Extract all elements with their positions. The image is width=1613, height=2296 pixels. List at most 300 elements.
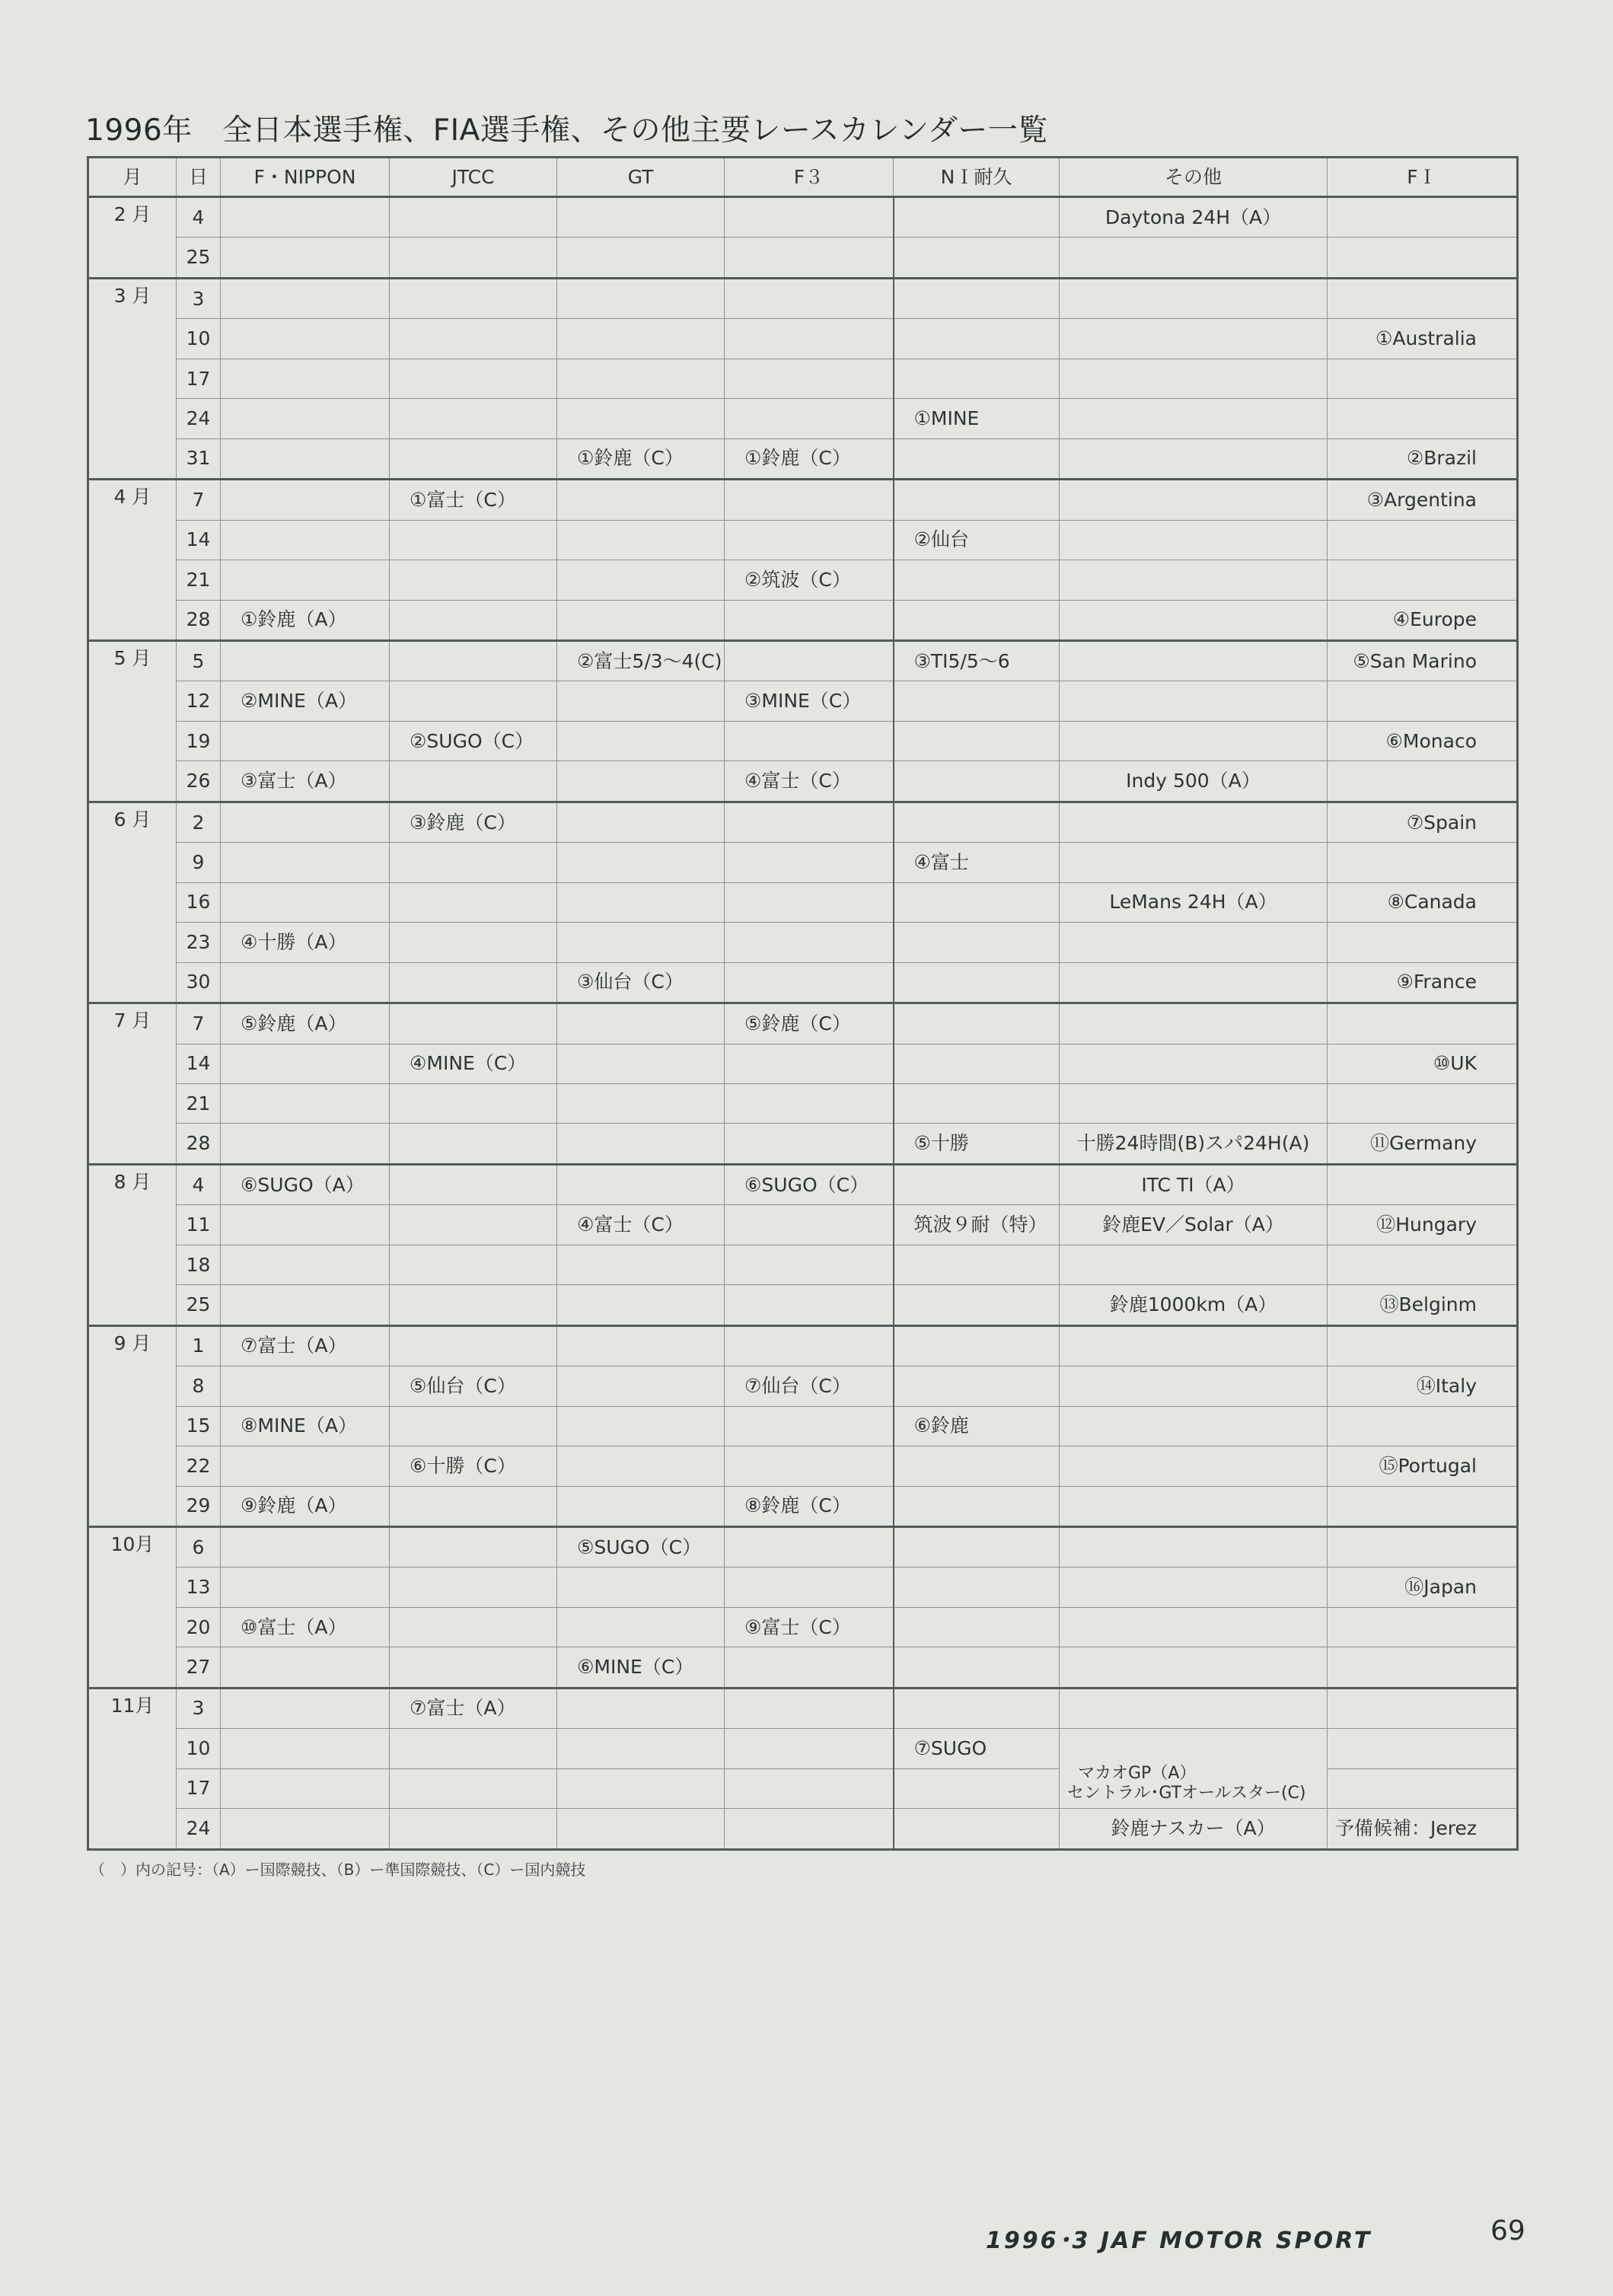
cell-n1-endurance <box>894 1083 1060 1123</box>
day-label: 13 <box>177 1567 221 1607</box>
cell-gt <box>557 843 725 882</box>
cell-f-nippon: ③富士（A） <box>221 761 390 802</box>
cell-other <box>1060 520 1328 560</box>
cell-f-nippon <box>221 197 390 238</box>
cell-n1-endurance <box>894 319 1060 359</box>
cell-jtcc <box>390 1768 557 1808</box>
cell-jtcc <box>390 520 557 560</box>
cell-jtcc <box>390 1003 557 1044</box>
cell-gt <box>557 1164 725 1204</box>
cell-jtcc <box>390 1526 557 1567</box>
cell-jtcc <box>390 1607 557 1647</box>
calendar-row <box>88 319 1518 359</box>
cell-n1-endurance <box>894 238 1060 278</box>
cell-f3 <box>725 640 894 681</box>
calendar-row <box>88 1406 1518 1446</box>
cell-jtcc: ⑦富士（A） <box>390 1688 557 1728</box>
calendar-row <box>88 1366 1518 1406</box>
cell-other <box>1060 1688 1328 1728</box>
cell-f1 <box>1328 1486 1518 1526</box>
cell-f3 <box>725 1647 894 1688</box>
cell-jtcc <box>390 640 557 681</box>
cell-gt <box>557 1729 725 1768</box>
col-header-gt: GT <box>557 158 725 197</box>
cell-other <box>1060 1003 1328 1044</box>
day-label: 30 <box>177 962 221 1003</box>
cell-jtcc <box>390 600 557 640</box>
cell-jtcc: ⑥十勝（C） <box>390 1446 557 1486</box>
cell-f-nippon <box>221 1688 390 1728</box>
cell-f3 <box>725 238 894 278</box>
cell-jtcc <box>390 962 557 1003</box>
cell-f-nippon <box>221 1205 390 1245</box>
cell-f1 <box>1328 1406 1518 1446</box>
cell-f3 <box>725 1809 894 1850</box>
col-header-f-nippon: F・NIPPON <box>221 158 390 197</box>
cell-gt <box>557 319 725 359</box>
cell-n1-endurance <box>894 1567 1060 1607</box>
cell-jtcc <box>390 359 557 398</box>
cell-f1 <box>1328 278 1518 318</box>
col-header-f1: FＩ <box>1328 158 1518 197</box>
cell-jtcc <box>390 1083 557 1123</box>
cell-other <box>1060 1607 1328 1647</box>
day-label: 16 <box>177 882 221 922</box>
cell-jtcc <box>390 1647 557 1688</box>
cell-n1-endurance: ①MINE <box>894 399 1060 438</box>
cell-other: Indy 500（A） <box>1060 761 1328 802</box>
day-label: 7 <box>177 480 221 520</box>
cell-f-nippon <box>221 1768 390 1808</box>
cell-jtcc <box>390 761 557 802</box>
cell-jtcc <box>390 843 557 882</box>
day-label: 8 <box>177 1366 221 1406</box>
cell-gt <box>557 278 725 318</box>
cell-f-nippon <box>221 882 390 922</box>
cell-other <box>1060 480 1328 520</box>
cell-f3 <box>725 1688 894 1728</box>
cell-gt <box>557 681 725 721</box>
cell-n1-endurance <box>894 359 1060 398</box>
cell-f3 <box>725 1567 894 1607</box>
cell-f-nippon <box>221 438 390 479</box>
cell-f-nippon <box>221 359 390 398</box>
cell-f1: ②Brazil <box>1328 438 1518 479</box>
calendar-row <box>88 843 1518 882</box>
cell-gt <box>557 560 725 600</box>
day-label: 27 <box>177 1647 221 1688</box>
cell-f-nippon: ⑤鈴鹿（A） <box>221 1003 390 1044</box>
cell-f-nippon <box>221 1245 390 1284</box>
day-label: 14 <box>177 520 221 560</box>
cell-f3: ⑨富士（C） <box>725 1607 894 1647</box>
calendar-row <box>88 761 1518 802</box>
cell-f3: ⑤鈴鹿（C） <box>725 1003 894 1044</box>
cell-f1 <box>1328 238 1518 278</box>
day-label: 31 <box>177 438 221 479</box>
cell-jtcc <box>390 882 557 922</box>
cell-f1 <box>1328 197 1518 238</box>
cell-f-nippon <box>221 319 390 359</box>
cell-f-nippon <box>221 1446 390 1486</box>
cell-f3 <box>725 882 894 922</box>
cell-n1-endurance <box>894 1647 1060 1688</box>
cell-n1-endurance <box>894 278 1060 318</box>
calendar-row <box>88 882 1518 922</box>
day-label: 18 <box>177 1245 221 1284</box>
calendar-row <box>88 399 1518 438</box>
cell-other: ITC TI（A） <box>1060 1164 1328 1204</box>
cell-f-nippon <box>221 1647 390 1688</box>
cell-gt: ⑤SUGO（C） <box>557 1526 725 1567</box>
cell-jtcc <box>390 319 557 359</box>
cell-gt: ②富士5/3〜4(C) <box>557 640 725 681</box>
calendar-row <box>88 1567 1518 1607</box>
cell-n1-endurance <box>894 1003 1060 1044</box>
cell-f3 <box>725 1406 894 1446</box>
day-label: 2 <box>177 802 221 842</box>
calendar-row <box>88 1003 1518 1044</box>
cell-f1 <box>1328 1647 1518 1688</box>
cell-f-nippon <box>221 480 390 520</box>
day-label: 14 <box>177 1044 221 1083</box>
cell-n1-endurance: ③TI5/5〜6 <box>894 640 1060 681</box>
cell-f3 <box>725 278 894 318</box>
cell-f3: ⑦仙台（C） <box>725 1366 894 1406</box>
cell-n1-endurance: ⑤十勝 <box>894 1124 1060 1164</box>
cell-f-nippon <box>221 1124 390 1164</box>
cell-jtcc <box>390 1567 557 1607</box>
cell-gt <box>557 721 725 761</box>
cell-f3 <box>725 359 894 398</box>
day-label: 21 <box>177 1083 221 1123</box>
cell-jtcc <box>390 1164 557 1204</box>
calendar-row <box>88 1245 1518 1284</box>
cell-gt <box>557 1325 725 1366</box>
cell-f3: ②筑波（C） <box>725 560 894 600</box>
cell-f3 <box>725 1325 894 1366</box>
calendar-row <box>88 1486 1518 1526</box>
cell-f1 <box>1328 843 1518 882</box>
calendar-row <box>88 480 1518 520</box>
cell-other <box>1060 1366 1328 1406</box>
cell-n1-endurance <box>894 560 1060 600</box>
cell-other <box>1060 1245 1328 1284</box>
cell-gt <box>557 197 725 238</box>
cell-f3 <box>725 1044 894 1083</box>
cell-other <box>1060 1044 1328 1083</box>
cell-n1-endurance: ②仙台 <box>894 520 1060 560</box>
cell-f-nippon <box>221 721 390 761</box>
cell-f1: ⑮Portugal <box>1328 1446 1518 1486</box>
cell-gt <box>557 1124 725 1164</box>
day-label: 4 <box>177 1164 221 1204</box>
cell-n1-endurance: ⑥鈴鹿 <box>894 1406 1060 1446</box>
day-label: 28 <box>177 600 221 640</box>
cell-other <box>1060 319 1328 359</box>
calendar-row <box>88 1446 1518 1486</box>
race-calendar-table <box>87 156 1519 1851</box>
cell-f-nippon <box>221 278 390 318</box>
cell-other <box>1060 278 1328 318</box>
cell-n1-endurance <box>894 1486 1060 1526</box>
day-label: 26 <box>177 761 221 802</box>
cell-f1 <box>1328 1003 1518 1044</box>
cell-jtcc: ③鈴鹿（C） <box>390 802 557 842</box>
cell-f1 <box>1328 1526 1518 1567</box>
cell-n1-endurance <box>894 1809 1060 1850</box>
cell-f-nippon <box>221 238 390 278</box>
legend-note: （ ）内の記号：（A）ー国際競技、（B）ー準国際競技、（C）ー国内競技 <box>90 1861 586 1879</box>
cell-n1-endurance <box>894 1446 1060 1486</box>
cell-jtcc: ⑤仙台（C） <box>390 1366 557 1406</box>
calendar-row <box>88 1325 1518 1366</box>
calendar-row <box>88 1526 1518 1567</box>
day-label: 29 <box>177 1486 221 1526</box>
day-label: 21 <box>177 560 221 600</box>
cell-f-nippon <box>221 520 390 560</box>
cell-f-nippon: ⑦富士（A） <box>221 1325 390 1366</box>
cell-f-nippon <box>221 1567 390 1607</box>
cell-f1 <box>1328 560 1518 600</box>
cell-f-nippon <box>221 802 390 842</box>
calendar-row <box>88 923 1518 962</box>
cell-f1 <box>1328 761 1518 802</box>
calendar-row <box>88 1729 1518 1768</box>
calendar-row <box>88 1164 1518 1204</box>
cell-f1 <box>1328 1083 1518 1123</box>
calendar-row <box>88 1809 1518 1850</box>
cell-gt <box>557 1688 725 1728</box>
col-header-month: 月 <box>88 158 177 197</box>
cell-f3 <box>725 1526 894 1567</box>
cell-n1-endurance <box>894 681 1060 721</box>
cell-other <box>1060 640 1328 681</box>
calendar-row <box>88 721 1518 761</box>
cell-n1-endurance <box>894 1245 1060 1284</box>
calendar-row <box>88 600 1518 640</box>
calendar-row <box>88 438 1518 479</box>
cell-gt <box>557 1607 725 1647</box>
cell-gt <box>557 1285 725 1325</box>
cell-n1-endurance <box>894 1607 1060 1647</box>
page-number: 69 <box>1490 2215 1525 2247</box>
calendar-row <box>88 560 1518 600</box>
cell-gt <box>557 1486 725 1526</box>
calendar-row <box>88 520 1518 560</box>
cell-f1: ⑤San Marino <box>1328 640 1518 681</box>
calendar-row <box>88 1205 1518 1245</box>
cell-jtcc <box>390 1406 557 1446</box>
cell-f1 <box>1328 1325 1518 1366</box>
cell-gt: ③仙台（C） <box>557 962 725 1003</box>
day-label: 19 <box>177 721 221 761</box>
cell-f3 <box>725 520 894 560</box>
cell-f3 <box>725 1245 894 1284</box>
cell-jtcc <box>390 1729 557 1768</box>
month-label: 9 月 <box>88 1325 177 1526</box>
cell-n1-endurance: ⑦SUGO <box>894 1729 1060 1768</box>
cell-f3 <box>725 399 894 438</box>
day-label: 6 <box>177 1526 221 1567</box>
cell-other <box>1060 560 1328 600</box>
cell-f3 <box>725 1285 894 1325</box>
cell-gt <box>557 399 725 438</box>
cell-jtcc <box>390 438 557 479</box>
cell-f-nippon <box>221 640 390 681</box>
calendar-row <box>88 962 1518 1003</box>
cell-n1-endurance <box>894 1325 1060 1366</box>
cell-f-nippon <box>221 962 390 1003</box>
day-label: 4 <box>177 197 221 238</box>
cell-f3 <box>725 1205 894 1245</box>
cell-f1: ⑥Monaco <box>1328 721 1518 761</box>
day-label: 20 <box>177 1607 221 1647</box>
cell-f1 <box>1328 1607 1518 1647</box>
month-label: 8 月 <box>88 1164 177 1325</box>
month-label: 7 月 <box>88 1003 177 1165</box>
cell-gt <box>557 1366 725 1406</box>
cell-other <box>1060 438 1328 479</box>
cell-gt: ④富士（C） <box>557 1205 725 1245</box>
calendar-row <box>88 1124 1518 1164</box>
cell-f3 <box>725 319 894 359</box>
cell-jtcc <box>390 1486 557 1526</box>
cell-n1-endurance <box>894 802 1060 842</box>
cell-other: 鈴鹿ナスカー（A） <box>1060 1809 1328 1850</box>
cell-other <box>1060 399 1328 438</box>
header-row <box>88 158 1518 197</box>
cell-f-nippon <box>221 1366 390 1406</box>
day-label: 25 <box>177 238 221 278</box>
page-title: 1996年 全日本選手権、FIA選手権、その他主要レースカレンダー一覧 <box>85 113 1048 148</box>
cell-other <box>1060 1446 1328 1486</box>
day-label: 3 <box>177 1688 221 1728</box>
cell-f3: ⑥SUGO（C） <box>725 1164 894 1204</box>
cell-other <box>1060 843 1328 882</box>
cell-gt <box>557 923 725 962</box>
cell-gt <box>557 1245 725 1284</box>
day-label: 15 <box>177 1406 221 1446</box>
day-label: 25 <box>177 1285 221 1325</box>
cell-f3: ④富士（C） <box>725 761 894 802</box>
cell-other <box>1060 359 1328 398</box>
cell-gt <box>557 1809 725 1850</box>
cell-f3 <box>725 962 894 1003</box>
calendar-row <box>88 640 1518 681</box>
cell-f1: ③Argentina <box>1328 480 1518 520</box>
cell-gt: ①鈴鹿（C） <box>557 438 725 479</box>
calendar-row <box>88 1285 1518 1325</box>
day-label: 9 <box>177 843 221 882</box>
day-label: 23 <box>177 923 221 962</box>
day-label: 7 <box>177 1003 221 1044</box>
cell-other <box>1060 1486 1328 1526</box>
day-label: 10 <box>177 319 221 359</box>
cell-n1-endurance <box>894 1526 1060 1567</box>
day-label: 3 <box>177 278 221 318</box>
day-label: 17 <box>177 359 221 398</box>
col-header-n1-endurance: NＩ耐久 <box>894 158 1060 197</box>
day-label: 24 <box>177 399 221 438</box>
cell-f3 <box>725 1446 894 1486</box>
cell-other <box>1060 1647 1328 1688</box>
cell-f1 <box>1328 1729 1518 1768</box>
calendar-row <box>88 1688 1518 1728</box>
day-label: 12 <box>177 681 221 721</box>
cell-f-nippon: ①鈴鹿（A） <box>221 600 390 640</box>
cell-other <box>1060 923 1328 962</box>
calendar-row <box>88 359 1518 398</box>
calendar-row <box>88 197 1518 238</box>
month-label: 4 月 <box>88 480 177 641</box>
cell-jtcc <box>390 1809 557 1850</box>
cell-n1-endurance: 筑波９耐（特） <box>894 1205 1060 1245</box>
cell-jtcc <box>390 197 557 238</box>
cell-f-nippon <box>221 1083 390 1123</box>
cell-f3 <box>725 600 894 640</box>
month-label: 3 月 <box>88 278 177 479</box>
cell-f-nippon: ⑩富士（A） <box>221 1607 390 1647</box>
day-label: 11 <box>177 1205 221 1245</box>
cell-other: LeMans 24H（A） <box>1060 882 1328 922</box>
cell-f1 <box>1328 399 1518 438</box>
cell-gt <box>557 761 725 802</box>
month-label: 2 月 <box>88 197 177 279</box>
other-event-allstar: セントラル･GTオールスター(C) <box>1067 1784 1306 1803</box>
cell-f1: ⑩UK <box>1328 1044 1518 1083</box>
day-label: 10 <box>177 1729 221 1768</box>
cell-f1 <box>1328 1164 1518 1204</box>
cell-jtcc <box>390 681 557 721</box>
cell-n1-endurance <box>894 962 1060 1003</box>
cell-f1 <box>1328 1245 1518 1284</box>
cell-jtcc <box>390 278 557 318</box>
cell-jtcc <box>390 1205 557 1245</box>
cell-other: 鈴鹿1000km（A） <box>1060 1285 1328 1325</box>
cell-f3 <box>725 1768 894 1808</box>
calendar-row <box>88 238 1518 278</box>
cell-gt <box>557 600 725 640</box>
cell-n1-endurance <box>894 600 1060 640</box>
cell-jtcc <box>390 1285 557 1325</box>
cell-other <box>1060 600 1328 640</box>
cell-n1-endurance <box>894 438 1060 479</box>
cell-f3 <box>725 802 894 842</box>
cell-f-nippon: ④十勝（A） <box>221 923 390 962</box>
cell-gt <box>557 882 725 922</box>
cell-f1: ⑯Japan <box>1328 1567 1518 1607</box>
col-header-day: 日 <box>177 158 221 197</box>
cell-gt <box>557 1003 725 1044</box>
cell-gt <box>557 802 725 842</box>
cell-jtcc: ④MINE（C） <box>390 1044 557 1083</box>
col-header-other: その他 <box>1060 158 1328 197</box>
cell-f-nippon <box>221 1044 390 1083</box>
cell-jtcc <box>390 1245 557 1284</box>
cell-jtcc <box>390 399 557 438</box>
cell-f3: ⑧鈴鹿（C） <box>725 1486 894 1526</box>
cell-f1: ⑨France <box>1328 962 1518 1003</box>
cell-jtcc <box>390 238 557 278</box>
day-label: 22 <box>177 1446 221 1486</box>
cell-n1-endurance <box>894 1164 1060 1204</box>
cell-f3 <box>725 1083 894 1123</box>
cell-f1: ⑬Belginm <box>1328 1285 1518 1325</box>
cell-n1-endurance <box>894 1044 1060 1083</box>
cell-f3 <box>725 1729 894 1768</box>
cell-f1: ⑪Germany <box>1328 1124 1518 1164</box>
